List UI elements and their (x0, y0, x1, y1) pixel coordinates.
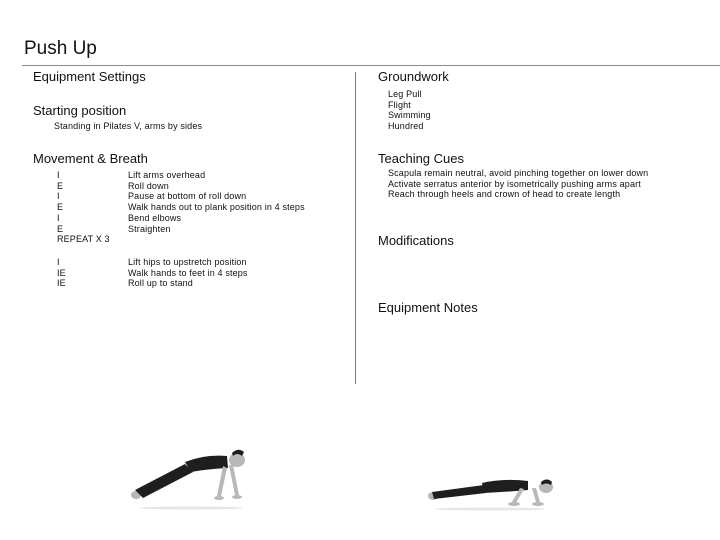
breath-item: REPEAT X 3 (57, 234, 110, 245)
breath-list-1 (57, 170, 110, 245)
exercise-photo-plank (424, 472, 558, 512)
groundwork-item: Swimming (388, 110, 431, 121)
teaching-cue: Reach through heels and crown of head to create length (388, 189, 621, 200)
breath-item: IE (57, 267, 66, 278)
movement-step: Straighten (128, 223, 171, 234)
breath-item: E (57, 180, 64, 191)
teaching-cue: Scapula remain neutral, avoid pinching together on lower down (388, 168, 649, 178)
exercise-photo-pike (125, 438, 257, 510)
movement-step: Lift arms overhead (128, 170, 206, 180)
page-title: Push Up (24, 38, 97, 59)
breath-item: I (57, 257, 60, 267)
movement-step: Roll down (128, 180, 169, 191)
starting-position-heading: Starting position (33, 103, 127, 118)
breath-item: I (57, 170, 60, 180)
movement-step: Roll up to stand (128, 278, 193, 289)
breath-item: I (57, 212, 60, 223)
movement-step: Walk hands to feet in 4 steps (128, 267, 248, 278)
pike-figure (131, 450, 245, 510)
movement-step: Pause at bottom of roll down (128, 191, 247, 202)
groundwork-heading: Groundwork (378, 69, 449, 84)
groundwork-item: Flight (388, 99, 411, 110)
breath-item: E (57, 223, 64, 234)
equipment-notes-heading: Equipment Notes (378, 300, 478, 315)
column-divider (355, 72, 356, 384)
teaching-cues-list (388, 168, 648, 200)
groundwork-item: Leg Pull (388, 89, 422, 99)
breath-item: I (57, 191, 60, 202)
movement-step: Bend elbows (128, 212, 182, 223)
plank-figure (428, 480, 553, 511)
teaching-cue: Activate serratus anterior by isometrically pushing arms apart (388, 178, 641, 189)
movement-breath-heading: Movement & Breath (33, 151, 148, 166)
movement-step: Walk hands out to plank position in 4 steps (128, 202, 305, 213)
breath-item: IE (57, 278, 66, 289)
breath-list-2 (57, 257, 66, 289)
starting-position-text: Standing in Pilates V, arms by sides (54, 121, 203, 131)
groundwork-item: Hundred (388, 121, 424, 132)
movement-list-2 (128, 257, 248, 289)
groundwork-list (388, 89, 431, 132)
equipment-settings-heading: Equipment Settings (33, 69, 146, 84)
movement-list-1 (128, 170, 305, 234)
breath-item: E (57, 202, 64, 213)
modifications-heading: Modifications (378, 233, 454, 248)
title-divider (22, 65, 720, 66)
teaching-cues-heading: Teaching Cues (378, 151, 464, 166)
movement-step: Lift hips to upstretch position (128, 257, 247, 267)
